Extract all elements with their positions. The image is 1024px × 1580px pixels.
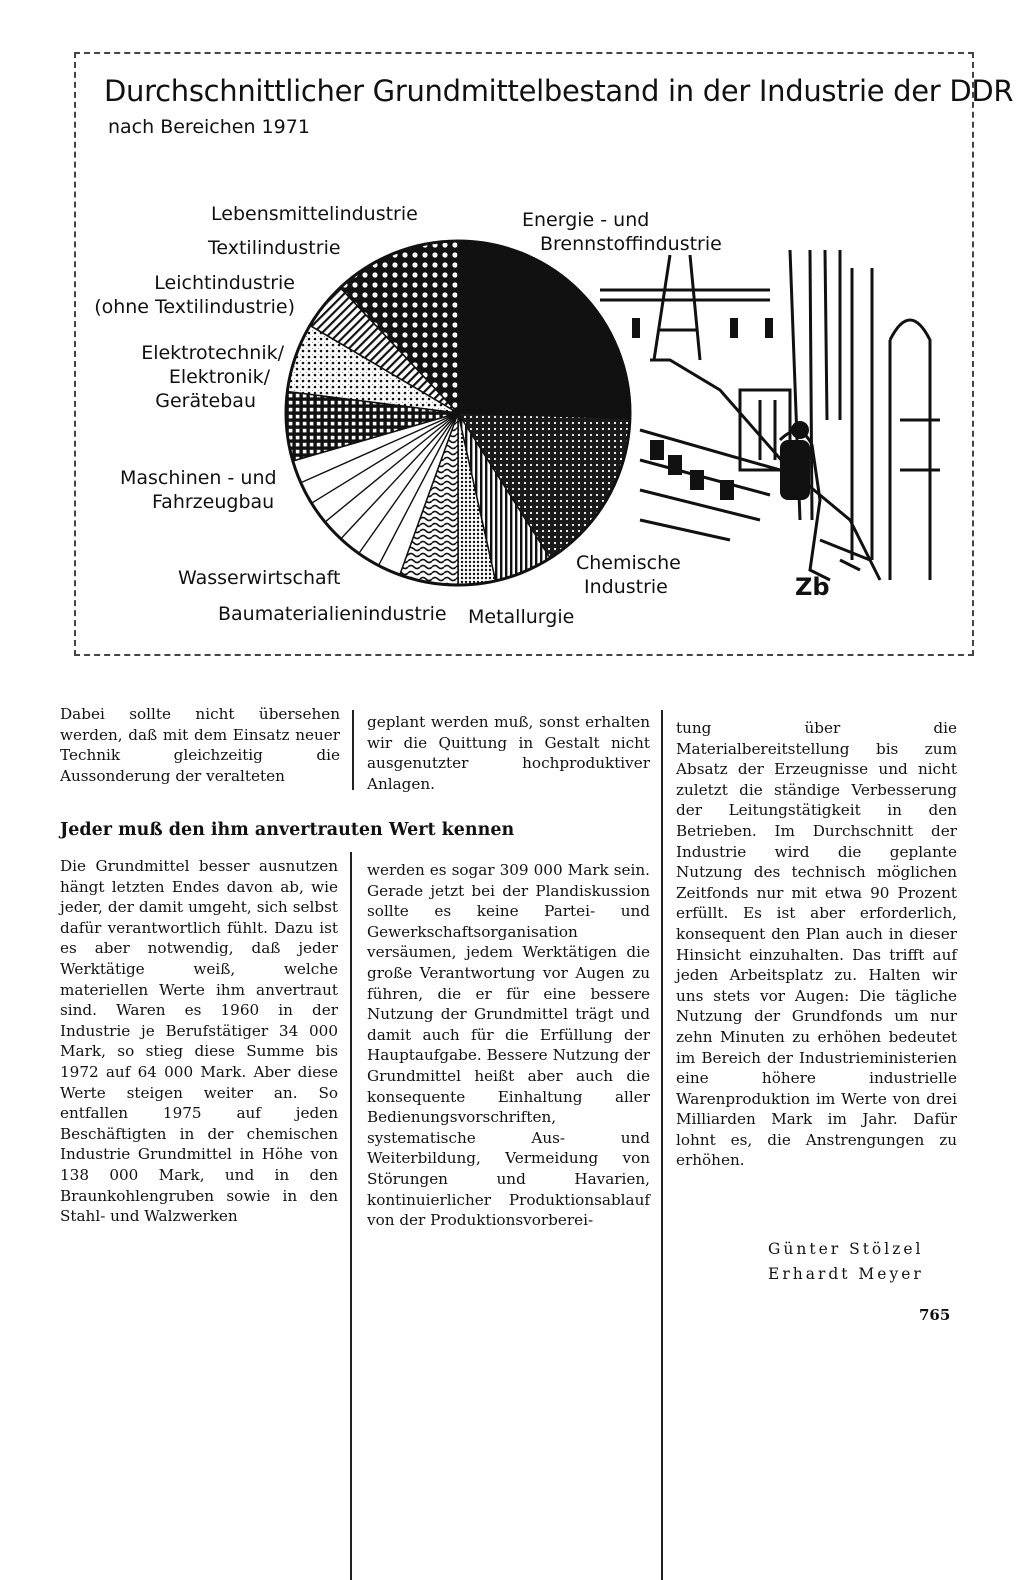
label-textil: Textilindustrie [208, 237, 341, 259]
label-maschinen-1: Maschinen - und [120, 467, 277, 489]
top-column-3: tung über die Materialbereitstellung bis zum Absatz der Erzeugnisse und nicht zuletzt die ständige Verbesserung der Leitungstätigkeit in den Betrieben. Im Durchschnitt der Industrie wird die geplante Nutzung des technisch möglichen Zeitfonds nur mit etwa 90 Prozent erfüllt. Es ist aber erforderlich, konsequent den Plan auch in dieser Hinsicht einzuhalten. Das trifft auf jeden Arbeitsplatz zu. Halten wir uns stets vor Augen: Die tägliche Nutzung der Grundfonds um nur zehn Minuten zu erhöhen bedeutet im Bereich der Industrieministerien eine höhere industrielle Warenproduktion im Werte von drei Milliarden Mark im Jahr. Dafür lohnt es, die Anstrengungen zu erhöhen. [676, 719, 957, 1170]
pie-slice-0 [458, 241, 630, 418]
author-name: Günter Stölzel [768, 1240, 924, 1258]
label-maschinen-2: Fahrzeugbau [152, 491, 275, 513]
figure-subtitle: nach Bereichen 1971 [108, 116, 310, 138]
section-column-1: Die Grundmittel besser ausnutzen hängt letzten Endes davon ab, wie jeder, der damit umgeht, sich selbst dafür verantwortlich fühlt. Dazu ist es aber notwendig, daß jeder Werktätige weiß, welche materiellen Werte ihm anvertraut sind. Waren es 1960 in der Industrie je Berufstätiger 34 000 Mark, so stieg diese Summe bis 1972 auf 64 000 Mark. Aber diese Werte steigen weiter an. So entfallen 1975 auf jeden Beschäftigten in der chemischen Industrie Grundmittel in Höhe von 138 000 Mark, und in den Braunkohlengruben sowie in den Stahl- und Walzwerken [60, 857, 338, 1226]
industrial-plant-illustration-icon [600, 250, 940, 580]
top-column-2: geplant werden muß, sonst erhalten wir die Quittung in Gestalt nicht ausgenutzter hochproduktiver Anlagen. [367, 713, 650, 793]
label-metall: Metallurgie [468, 606, 575, 628]
figure-title: Durchschnittlicher Grundmittelbestand in der Industrie der DDR [104, 74, 1014, 108]
label-elektro-1: Elektrotechnik/ [141, 342, 284, 364]
label-bau: Baumaterialienindustrie [218, 603, 447, 625]
label-chemie-2: Industrie [584, 576, 668, 598]
illustrator-signature: Zb [795, 573, 830, 601]
section-column-2: werden es sogar 309 000 Mark sein. Gerade jetzt bei der Plandiskussion sollte es keine Partei- und Gewerkschaftsorganisation versäumen, jedem Werktätigen die große Verantwortung vor Augen zu führen, die er für eine bessere Nutzung der Grundmittel trägt und damit auch für die Erfüllung der Hauptaufgabe. Bessere Nutzung der Grundmittel heißt aber auch die konsequente Einhaltung aller Bedienungsvorschriften, systematische Aus- und Weiterbildung, Vermeidung von Störungen und Havarien, kontinuierlicher Produktionsablauf von der Produktionsvorberei- [367, 861, 650, 1230]
label-elektro-3: Gerätebau [155, 390, 256, 412]
label-lebensmittel: Lebensmittelindustrie [211, 203, 418, 225]
pie-slices [286, 241, 630, 585]
page-number: 765 [919, 1306, 951, 1324]
label-energie-1: Energie - und [522, 209, 650, 231]
column-rule [661, 710, 663, 1580]
label-energie-2: Brennstoffindustrie [540, 233, 722, 255]
author-name: Erhardt Meyer [768, 1265, 924, 1283]
label-leicht-1: Leichtindustrie [154, 272, 295, 294]
label-elektro-2: Elektronik/ [168, 366, 270, 388]
label-chemie-1: Chemische [576, 552, 681, 574]
column-rule [350, 852, 352, 1580]
label-wasser: Wasserwirtschaft [178, 567, 341, 589]
section-heading: Jeder muß den ihm anvertrauten Wert kennen [60, 820, 515, 840]
column-rule [352, 710, 354, 790]
label-leicht-2: (ohne Textilindustrie) [94, 296, 295, 318]
top-column-1: Dabei sollte nicht übersehen werden, daß mit dem Einsatz neuer Technik gleichzeitig die Aussonderung der veralteten [60, 705, 340, 785]
